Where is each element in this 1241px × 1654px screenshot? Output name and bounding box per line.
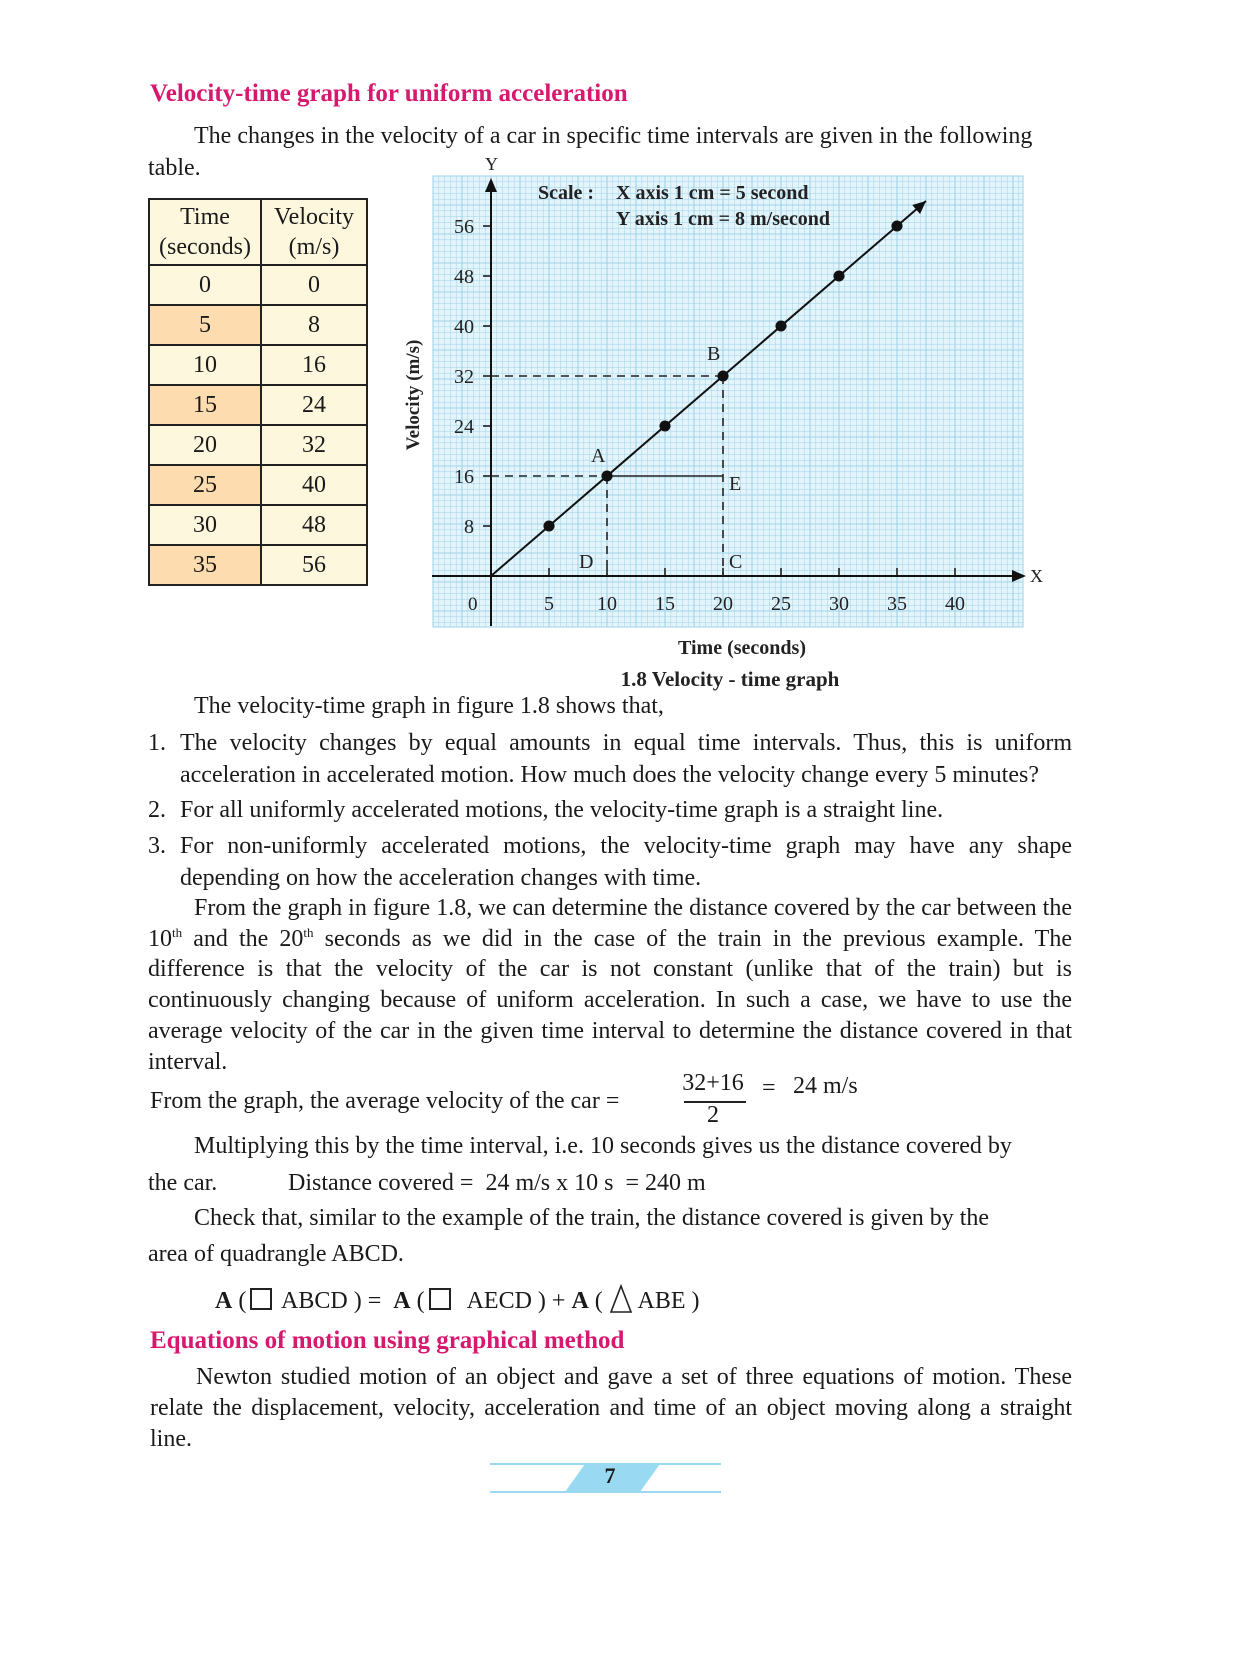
table-row: 5 8 bbox=[149, 305, 367, 345]
table-row: 0 0 bbox=[149, 265, 367, 305]
list-item: 3. For non-uniformly accelerated motions, the velocity-time graph may have any shape depending on how the acceleration changes with time. bbox=[148, 833, 1072, 891]
data-point bbox=[602, 471, 613, 482]
x-tick-label: 40 bbox=[945, 593, 965, 615]
point-label-d: D bbox=[579, 551, 594, 573]
scale-label: Scale : bbox=[538, 182, 595, 204]
section-2-heading: Equations of motion using graphical method bbox=[150, 1327, 625, 1354]
y-tick-label: 48 bbox=[454, 266, 474, 288]
point-label-a: A bbox=[591, 445, 606, 467]
point-label-b: B bbox=[707, 343, 721, 365]
check-line-2: area of quadrangle ABCD. bbox=[148, 1241, 404, 1267]
data-point bbox=[892, 221, 903, 232]
y-tick-label: 56 bbox=[454, 216, 474, 238]
table-row: 30 48 bbox=[149, 505, 367, 545]
scale-y-text: Y axis 1 cm = 8 m/second bbox=[616, 208, 830, 230]
y-tick-label: 24 bbox=[454, 416, 474, 438]
x-axis-letter: X bbox=[1030, 566, 1043, 586]
x-tick-label: 15 bbox=[655, 593, 675, 615]
check-line-1: Check that, similar to the example of the train, the distance covered is given by the bbox=[194, 1205, 990, 1231]
table-header-velocity: Velocity (m/s) bbox=[261, 199, 367, 265]
intro-line-1: The changes in the velocity of a car in specific time intervals are given in the following bbox=[194, 123, 1033, 149]
x-tick-label: 20 bbox=[713, 593, 733, 615]
section-2-paragraph: Newton studied motion of an object and gave a set of three equations of motion. These relate the displacement, velocity, acceleration and time of an object moving along a straight line. bbox=[150, 1364, 1072, 1452]
fraction-numerator: 32+16 bbox=[682, 1070, 744, 1096]
y-tick-label: 32 bbox=[454, 366, 474, 388]
point-label-c: C bbox=[729, 551, 743, 573]
figure-intro: The velocity-time graph in figure 1.8 shows that, bbox=[194, 693, 664, 719]
page-number: 7 bbox=[604, 1463, 616, 1488]
figure-caption: 1.8 Velocity - time graph bbox=[620, 667, 840, 691]
x-tick-label: 30 bbox=[829, 593, 849, 615]
data-point bbox=[544, 521, 555, 532]
fraction-denominator: 2 bbox=[707, 1102, 719, 1128]
y-tick-label: 8 bbox=[464, 516, 474, 538]
list-item: 1. The velocity changes by equal amounts in equal time intervals. Thus, this is uniform acceleration in accelerated motion. How much does the velocity change every 5 minutes? bbox=[148, 730, 1072, 788]
x-tick-label: 10 bbox=[597, 593, 617, 615]
list-item: 2. For all uniformly accelerated motions, the velocity-time graph is a straight line. bbox=[148, 797, 944, 823]
scale-x-text: X axis 1 cm = 5 second bbox=[616, 182, 809, 204]
data-point bbox=[776, 321, 787, 332]
average-equals: = bbox=[762, 1075, 776, 1101]
graph-paper-grid bbox=[433, 176, 1023, 627]
y-tick-label: 16 bbox=[454, 466, 474, 488]
table-row: 15 24 bbox=[149, 385, 367, 425]
table-row: 25 40 bbox=[149, 465, 367, 505]
data-point bbox=[718, 371, 729, 382]
y-axis-letter: Y bbox=[485, 154, 498, 174]
x-axis-title: Time (seconds) bbox=[678, 637, 806, 659]
table-row: 10 16 bbox=[149, 345, 367, 385]
x-tick-label: 35 bbox=[887, 593, 907, 615]
velocity-table bbox=[148, 198, 368, 586]
data-point bbox=[834, 271, 845, 282]
average-velocity-text: From the graph, the average velocity of the car = bbox=[150, 1088, 620, 1114]
car-text: the car. bbox=[148, 1170, 218, 1196]
x-tick-label: 5 bbox=[544, 593, 554, 615]
multiply-line: Multiplying this by the time interval, i.e. 10 seconds gives us the distance covered by bbox=[194, 1133, 1012, 1159]
distance-covered: Distance covered = 24 m/s x 10 s = 240 m bbox=[288, 1170, 706, 1196]
table-row: 35 56 bbox=[149, 545, 367, 585]
intro-line-2: table. bbox=[148, 155, 201, 181]
table-header-time: Time (seconds) bbox=[149, 199, 261, 265]
velocity-time-chart bbox=[400, 150, 1060, 695]
area-equation: A ( ABCD ) = A ( AECD ) + A ( ABE ) bbox=[215, 1284, 699, 1315]
distance-paragraph: From the graph in figure 1.8, we can determine the distance covered by the car between the 10th and the 20th seconds as we did in the case of the train in the previous example. The difference is that the velocity of the car is not constant (unlike that of the train) but is continuously changing because of uniform acceleration. In such a case, we have to use the average velocity of the car in the given time interval to determine the distance covered in that interval. bbox=[148, 895, 1072, 1075]
section-heading: Velocity-time graph for uniform acceleration bbox=[150, 80, 628, 107]
triangle-icon bbox=[609, 1284, 633, 1314]
y-axis-title: Velocity (m/s) bbox=[403, 339, 424, 451]
origin-label: 0 bbox=[468, 594, 478, 615]
point-label-e: E bbox=[729, 473, 742, 495]
average-result: 24 m/s bbox=[793, 1073, 858, 1099]
square-icon bbox=[250, 1288, 272, 1310]
x-tick-label: 25 bbox=[771, 593, 791, 615]
square-icon bbox=[429, 1288, 451, 1310]
data-point bbox=[660, 421, 671, 432]
y-tick-label: 40 bbox=[454, 316, 474, 338]
table-row: 20 32 bbox=[149, 425, 367, 465]
graph-paper bbox=[433, 176, 1023, 627]
